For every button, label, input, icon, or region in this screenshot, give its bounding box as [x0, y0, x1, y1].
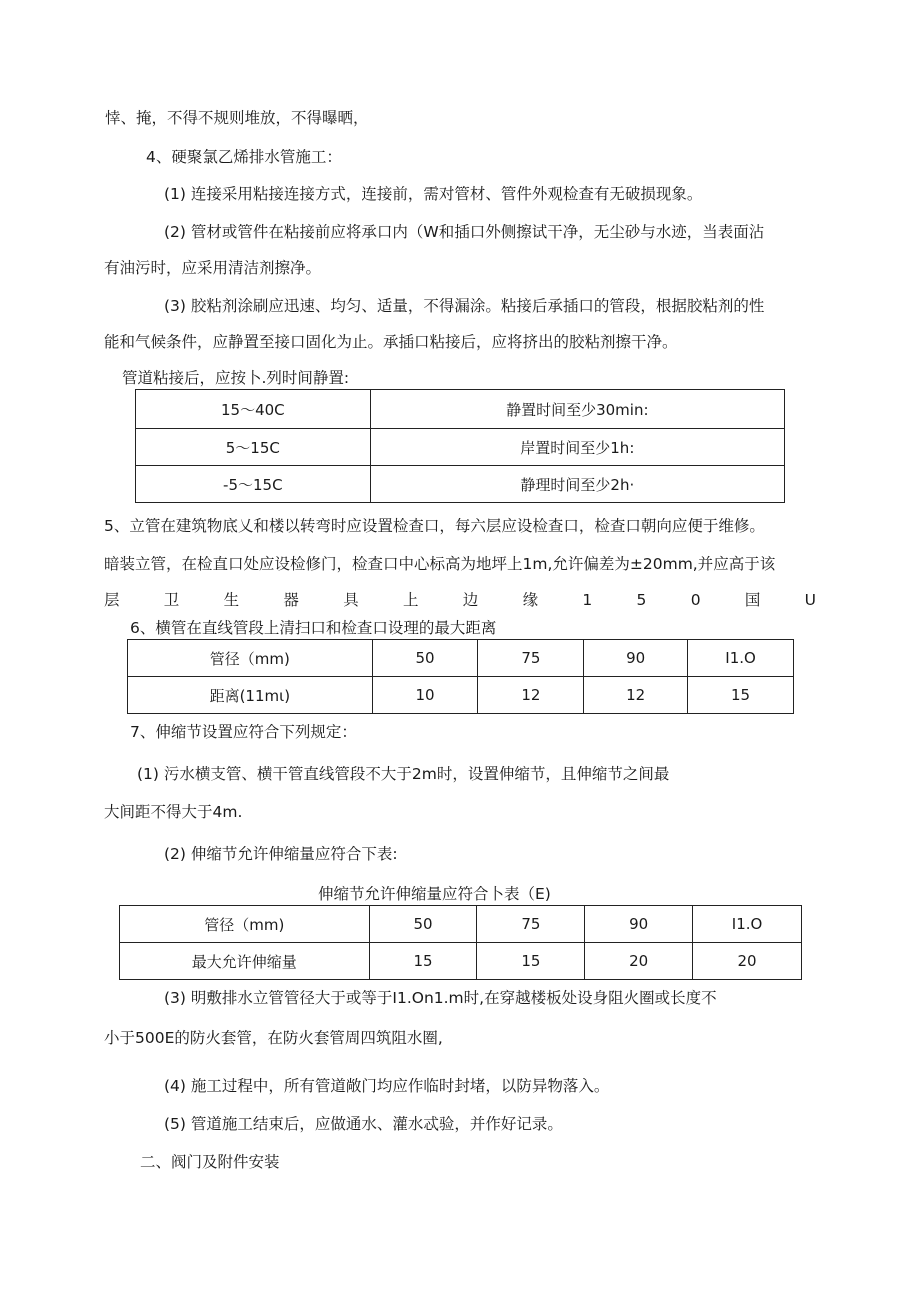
table-cell: 50	[369, 906, 477, 943]
table-cell: 90	[585, 906, 693, 943]
item-3-adhesive-line1: (3) 胶粘剂涂刷应迅速、均匀、适量，不得漏涂。粘接后承插口的管段，根据胶粘剂的性	[164, 297, 765, 315]
table-cell: 岸置时间至少1h:	[370, 429, 784, 466]
item-1-connection: (1) 连接采用粘接连接方式，连接前，需对管材、管件外观检查有无破损现象。	[164, 185, 703, 203]
spread-char: 器	[283, 591, 299, 609]
spread-char: 上	[402, 591, 419, 609]
table-cell: 15	[477, 943, 585, 980]
item-5-riser-line2: 暗装立管，在检直口处应设检修门，检查口中心标高为地坪上1m,允许偏差为±20mm,并应高于该	[104, 555, 776, 573]
table-cell: 管径（mm)	[120, 906, 370, 943]
spread-char: 层	[104, 591, 120, 609]
spread-char: 生	[223, 591, 240, 609]
table-cell: 20	[693, 943, 802, 980]
spread-char: U	[804, 591, 816, 609]
item-7-4: (4) 施工过程中，所有管道敞门均应作临时封堵，以防异物落入。	[164, 1077, 610, 1095]
table-cell: 20	[585, 943, 693, 980]
section-heading-pvc-pipe: 4、硬聚氯乙烯排水管施工：	[146, 148, 342, 166]
table-cell: 15〜40C	[136, 390, 371, 429]
table-cell: 距离(11mι)	[128, 677, 373, 714]
table-row	[136, 466, 785, 503]
table-cell: 静置时间至少30min:	[370, 390, 784, 429]
table-cell: I1.O	[693, 906, 802, 943]
table3-caption: 伸缩节允许伸缩量应符合卜表（E)	[318, 885, 551, 903]
section-heading-valves: 二、阀门及附件安装	[140, 1153, 280, 1171]
table-cell: 75	[477, 906, 585, 943]
spread-char: 1	[582, 591, 593, 609]
spread-char: 国	[744, 591, 761, 609]
spread-char: 具	[343, 591, 359, 609]
item-2-cleaning-line1: (2) 管材或管件在粘接前应将承口内（W和插口外侧擦试干净，无尘砂与水迹，当表面沾	[164, 223, 765, 241]
table1-intro: 管道粘接后，应按卜.列时间静置:	[122, 369, 350, 387]
item-5-riser-line3	[104, 590, 816, 610]
table-cell: -5〜15C	[136, 466, 371, 503]
item-3-adhesive-line2: 能和气候条件，应静置至接口固化为止。承插口粘接后，应将挤出的胶粘剂擦干净。	[104, 333, 678, 351]
cleanout-distance-table	[127, 639, 794, 714]
item-6-heading: 6、横管在直线管段上清扫口和检查口设理的最大距离	[130, 619, 497, 637]
table-row	[120, 906, 802, 943]
table-cell: 10	[372, 677, 478, 714]
table-cell: 90	[584, 640, 688, 677]
spread-char: 0	[690, 591, 701, 609]
table-cell: 12	[478, 677, 584, 714]
item-2-cleaning-line2: 有油污时，应采用清洁剂擦净。	[104, 259, 322, 277]
table-cell: 50	[372, 640, 478, 677]
paragraph-continuation: 悻、掩，不得不规则堆放，不得曝晒，	[105, 109, 369, 127]
item-7-3-line1: (3) 明敷排水立管管径大于或等于I1.On1.m时,在穿越楼板处设身阻火圈或长度不	[164, 989, 717, 1007]
item-7-1-line2: 大间距不得大于4m.	[104, 803, 243, 821]
item-7-3-line2: 小于500E的防火套管，在防火套管周四筑阻水圈,	[104, 1029, 443, 1047]
table-cell: 静理时间至少2h·	[370, 466, 784, 503]
expansion-joint-table	[119, 905, 802, 980]
table-cell: 12	[584, 677, 688, 714]
item-7-2: (2) 伸缩节允许伸缩量应符合下表:	[164, 845, 398, 863]
table-cell: 最大允许伸缩量	[120, 943, 370, 980]
item-7-5: (5) 管道施工结束后，应做通水、灌水忒验，并作好记录。	[164, 1115, 563, 1133]
spread-char: 缘	[522, 591, 539, 609]
table-row	[136, 390, 785, 429]
table-row	[120, 943, 802, 980]
table-row	[128, 677, 794, 714]
spread-char: 卫	[163, 591, 180, 609]
table-cell: I1.O	[688, 640, 794, 677]
spread-char: 5	[636, 591, 647, 609]
table-cell: 75	[478, 640, 584, 677]
curing-time-table	[135, 389, 785, 503]
item-5-riser-line1: 5、立管在建筑物底乂和楼以转弯时应设置检查口，每六层应设检查口，检查口朝向应便于维修。	[104, 517, 765, 535]
table-cell: 5〜15C	[136, 429, 371, 466]
table-cell: 15	[369, 943, 477, 980]
spread-char: 边	[462, 591, 479, 609]
item-7-heading: 7、伸缩节设置应符合下列规定：	[130, 723, 357, 741]
table-row	[136, 429, 785, 466]
table-row	[128, 640, 794, 677]
table-cell: 15	[688, 677, 794, 714]
table-cell: 管径（mm)	[128, 640, 373, 677]
item-7-1-line1: (1) 污水横支管、横干管直线管段不大于2m时，设置伸缩节，且伸缩节之间最	[137, 765, 670, 783]
